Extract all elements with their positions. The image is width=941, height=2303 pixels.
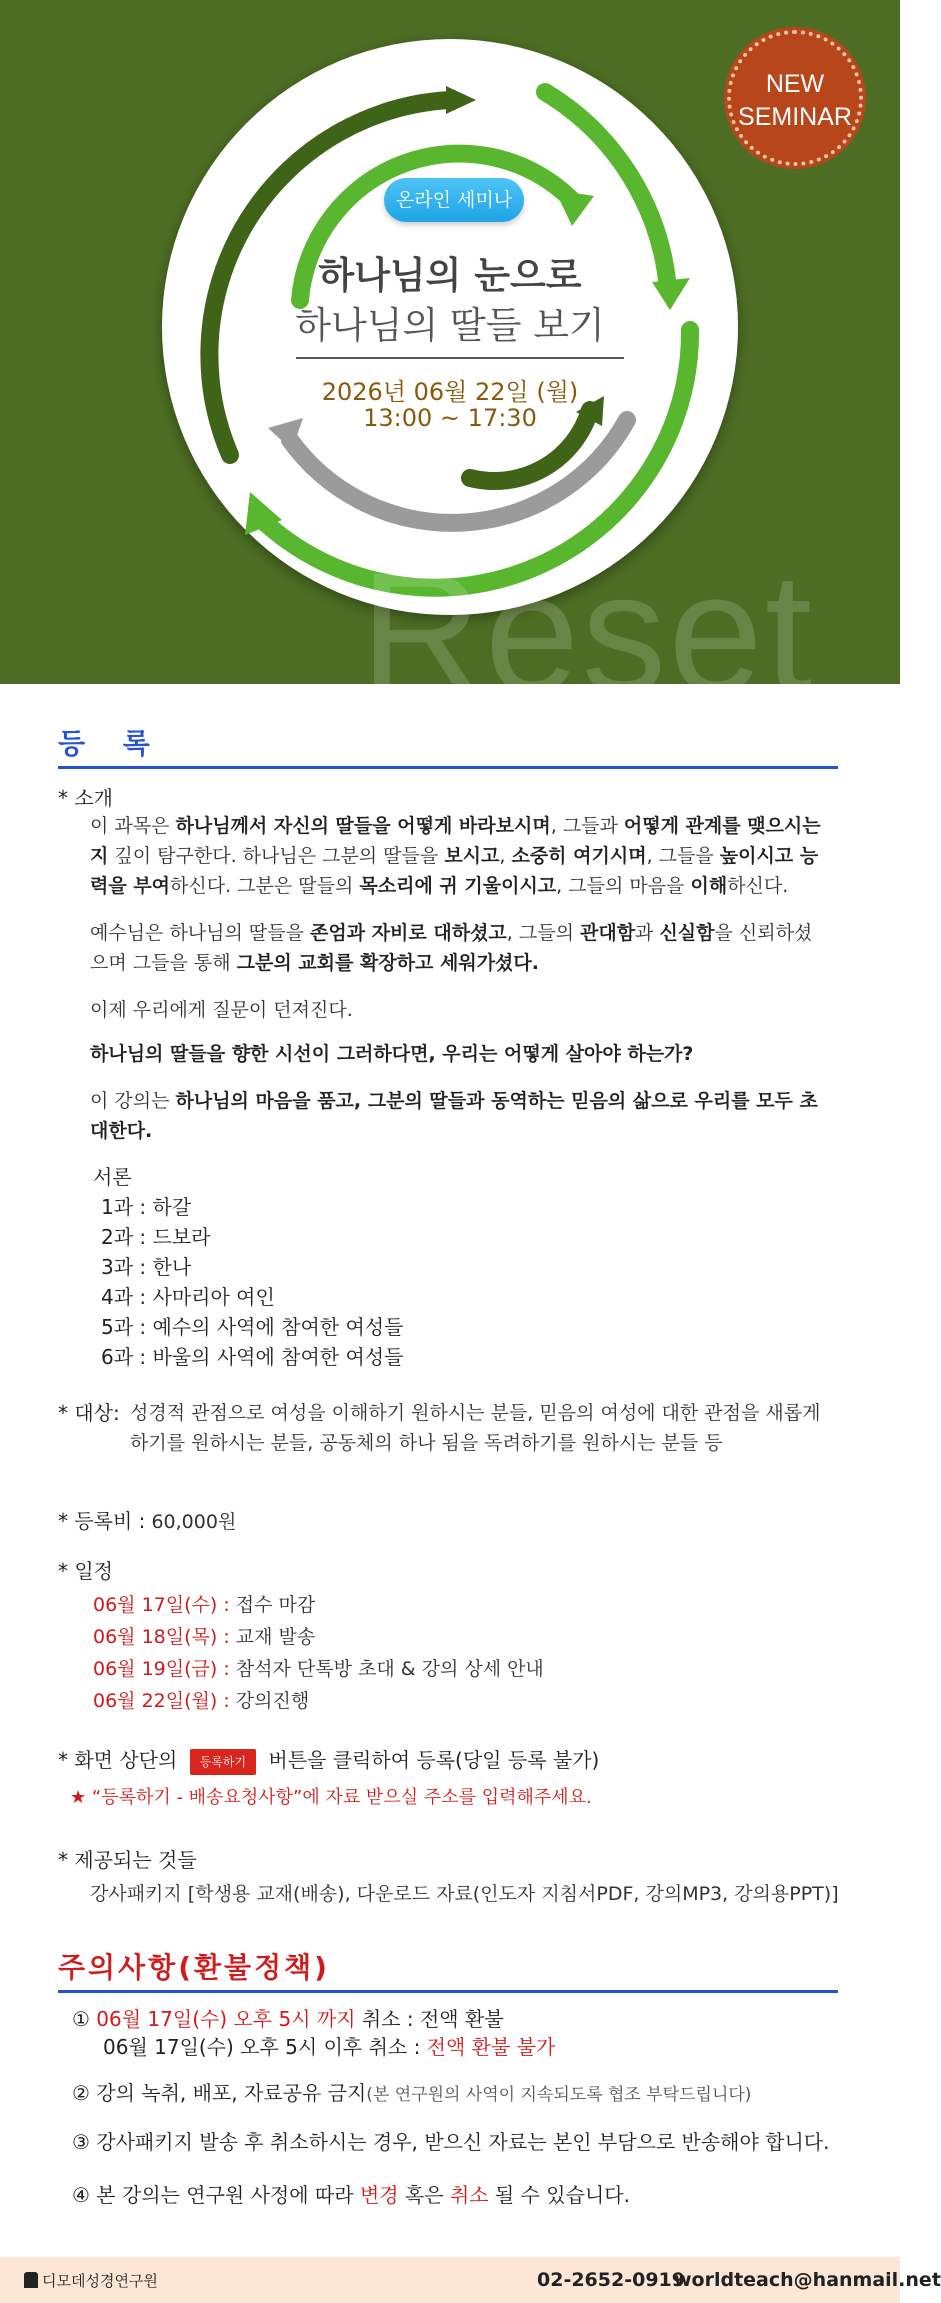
provided-value: 강사패키지 [학생용 교재(배송), 다운로드 자료(인도자 지침서PDF, 강의MP3, 강의용PPT)] [90, 1883, 839, 1905]
hero-time: 13:00 ~ 17:30 [363, 404, 537, 432]
schedule-date: 06월 22일(월) : [93, 1690, 230, 1712]
caution-item-1 [72, 2004, 842, 2034]
new-seminar-badge [727, 30, 863, 166]
footer-email[interactable]: worldteach@hanmail.net [674, 2269, 941, 2291]
schedule-date: 06월 17일(수) : [93, 1594, 230, 1616]
register-note: ★ “등록하기 - 배송요청사항”에 자료 받으실 주소를 입력해주세요. [70, 1787, 592, 1808]
schedule-label: * 일정 [58, 1559, 113, 1583]
register-suffix: 버튼을 클릭하여 등록(당일 등록 불가) [268, 1748, 600, 1772]
background-word-reset: Reset [360, 538, 815, 728]
intro-paragraph-3: 이제 우리에게 질문이 던져진다. [90, 999, 353, 1021]
schedule-desc: 강의진행 [235, 1690, 310, 1712]
caution-item-4-b: 혹은 [398, 2183, 450, 2207]
fee-label: * 등록비 : [58, 1509, 146, 1533]
hero-banner [0, 0, 900, 728]
lesson-3: 3과 : 한나 [101, 1255, 192, 1279]
intro-label: * 소개 [58, 786, 113, 810]
hero-divider [296, 357, 624, 359]
badge-line2: SEMINAR [738, 103, 852, 131]
emphasis-text: 이해 [690, 875, 728, 897]
register-prefix: * 화면 상단의 [58, 1748, 178, 1772]
body-text: , [499, 845, 512, 867]
intro-paragraph-4: 하나님의 딸들을 향한 시선이 그러하다면, 우리는 어떻게 살아야 하는가? [90, 1043, 694, 1065]
hero-date: 2026년 06월 22일 (월) [321, 378, 579, 406]
caution-cancel: 취소 [449, 2183, 489, 2207]
fee-row [58, 1506, 236, 1537]
emphasis-text: 보시고 [444, 845, 500, 867]
footer-logo-text: 디모데성경연구원 [42, 2272, 158, 2290]
intro-paragraph-2 [90, 918, 830, 978]
lesson-4: 4과 : 사마리아 여인 [101, 1285, 275, 1309]
online-seminar-pill: 온라인 세미나 [384, 178, 524, 222]
caution-change: 변경 [359, 2183, 399, 2207]
item-number: ③ [72, 2130, 90, 2154]
target-line-2: 하기를 원하시는 분들, 공동체의 하나 됨을 독려하기를 원하시는 분들 등 [130, 1432, 723, 1454]
caution-heading-text: 주의사항(환불정책) [58, 1951, 330, 1984]
intro-paragraph-5 [90, 1086, 830, 1146]
footer-bar [0, 2257, 941, 2303]
schedule-row [93, 1653, 793, 1685]
caution-item-4 [72, 2180, 852, 2210]
body-text: 과 [635, 922, 660, 944]
lesson-intro: 서론 [93, 1165, 132, 1189]
emphasis-text: 하나님의 마음을 품고, 그분의 딸들과 동역하는 믿음의 삶으로 우리를 모두 초대한다. [90, 1090, 818, 1142]
lesson-5: 5과 : 예수의 사역에 참여한 여성들 [101, 1315, 404, 1339]
schedule-desc: 접수 마감 [235, 1594, 316, 1616]
lesson-6: 6과 : 바울의 사역에 참여한 여성들 [101, 1345, 404, 1369]
emphasis-text: 그분의 교회를 확장하고 세워가셨다. [236, 952, 539, 974]
caution-item-1b [103, 2032, 843, 2062]
schedule-date: 06월 19일(금) : [93, 1658, 230, 1680]
item-number: ① [72, 2007, 90, 2031]
provided-label: * 제공되는 것들 [58, 1848, 197, 1872]
footer-logo [24, 2270, 158, 2291]
emphasis-text: 목소리에 귀 기울이시고 [359, 875, 557, 897]
emphasis-text: 존엄과 자비로 대하셨고 [310, 922, 507, 944]
emphasis-text: 하나님께서 자신의 딸들을 어떻게 바라보시며 [175, 815, 551, 837]
body-text: 하신다. 그분은 딸들의 [170, 875, 360, 897]
schedule-row [93, 1685, 793, 1717]
body-text: 예수님은 하나님의 딸들을 [90, 922, 311, 944]
body-text: , 그들의 마음을 [556, 875, 691, 897]
caution-item-2-main: 강의 녹취, 배포, 자료공유 금지 [96, 2081, 367, 2105]
body-text: 깊이 탐구한다. 하나님은 그분의 딸들을 [108, 845, 445, 867]
registration-heading [58, 722, 838, 769]
register-instruction [58, 1745, 599, 1775]
lesson-1: 1과 : 하갈 [101, 1195, 192, 1219]
caution-no-refund: 전액 환불 불가 [426, 2035, 556, 2059]
caution-item-3-text: 강사패키지 발송 후 취소하시는 경우, 받으신 자료는 본인 부담으로 반송해야 합니다. [96, 2130, 830, 2154]
registration-heading-text: 등 록 [58, 727, 164, 760]
register-button[interactable]: 등록하기 [190, 1749, 256, 1775]
caution-full-refund: 취소 : 전액 환불 [355, 2007, 504, 2031]
caution-after-deadline: 06월 17일(수) 오후 5시 이후 취소 : [103, 2035, 427, 2059]
fee-value: 60,000원 [151, 1511, 237, 1533]
schedule-row [93, 1621, 793, 1653]
schedule-desc: 교재 발송 [235, 1626, 316, 1648]
body-text: , 그들의 [506, 922, 580, 944]
caution-item-4-c: 될 수 있습니다. [488, 2183, 630, 2207]
lesson-2: 2과 : 드보라 [101, 1225, 211, 1249]
target-line-1: 성경적 관점으로 여성을 이해하기 원하시는 분들, 믿음의 여성에 대한 관점을 새롭게 [130, 1402, 821, 1424]
emphasis-text: 소중히 여기시며 [511, 845, 647, 867]
emphasis-text: 높이시고 능력을 부여 [90, 845, 819, 897]
emphasis-text: 신실함 [659, 922, 715, 944]
caution-item-2-note: (본 연구원의 사역이 지속되도록 협조 부탁드립니다) [366, 2085, 752, 2105]
logo-icon [24, 2272, 38, 2288]
target-label: * 대상: [58, 1401, 120, 1425]
hero-title-line1: 하나님의 눈으로 [318, 254, 582, 297]
body-text: 이 과목은 [90, 815, 176, 837]
footer-phone: 02-2652-0919 [537, 2269, 685, 2291]
schedule-row [93, 1589, 793, 1621]
emphasis-text: 관대함 [579, 922, 636, 944]
item-number: ② [72, 2081, 90, 2105]
body-text: 하신다. [727, 875, 789, 897]
item-number: ④ [72, 2183, 90, 2207]
intro-paragraph-1 [90, 811, 830, 901]
body-text: , 그들과 [550, 815, 624, 837]
hero-title-line2: 하나님의 딸들 보기 [295, 304, 605, 347]
emphasis-text: 어떻게 관계를 맺으시는지 [90, 815, 821, 867]
body-text: , 그들을 [646, 845, 720, 867]
lesson-list [93, 1162, 593, 1372]
caution-item-3 [72, 2127, 872, 2157]
schedule-desc: 참석자 단톡방 초대 & 강의 상세 안내 [235, 1658, 544, 1680]
body-text: 을 신뢰하셨으며 그들을 통해 [90, 922, 813, 974]
caution-item-2 [72, 2078, 862, 2110]
badge-line1: NEW [765, 70, 825, 98]
body-text: 이 강의는 [90, 1090, 176, 1112]
schedule-list [93, 1589, 793, 1717]
caution-heading [58, 1946, 838, 1993]
schedule-date: 06월 18일(목) : [93, 1626, 230, 1648]
caution-item-4-a: 본 강의는 연구원 사정에 따라 [96, 2183, 360, 2207]
caution-deadline: 06월 17일(수) 오후 5시 까지 [96, 2007, 356, 2031]
